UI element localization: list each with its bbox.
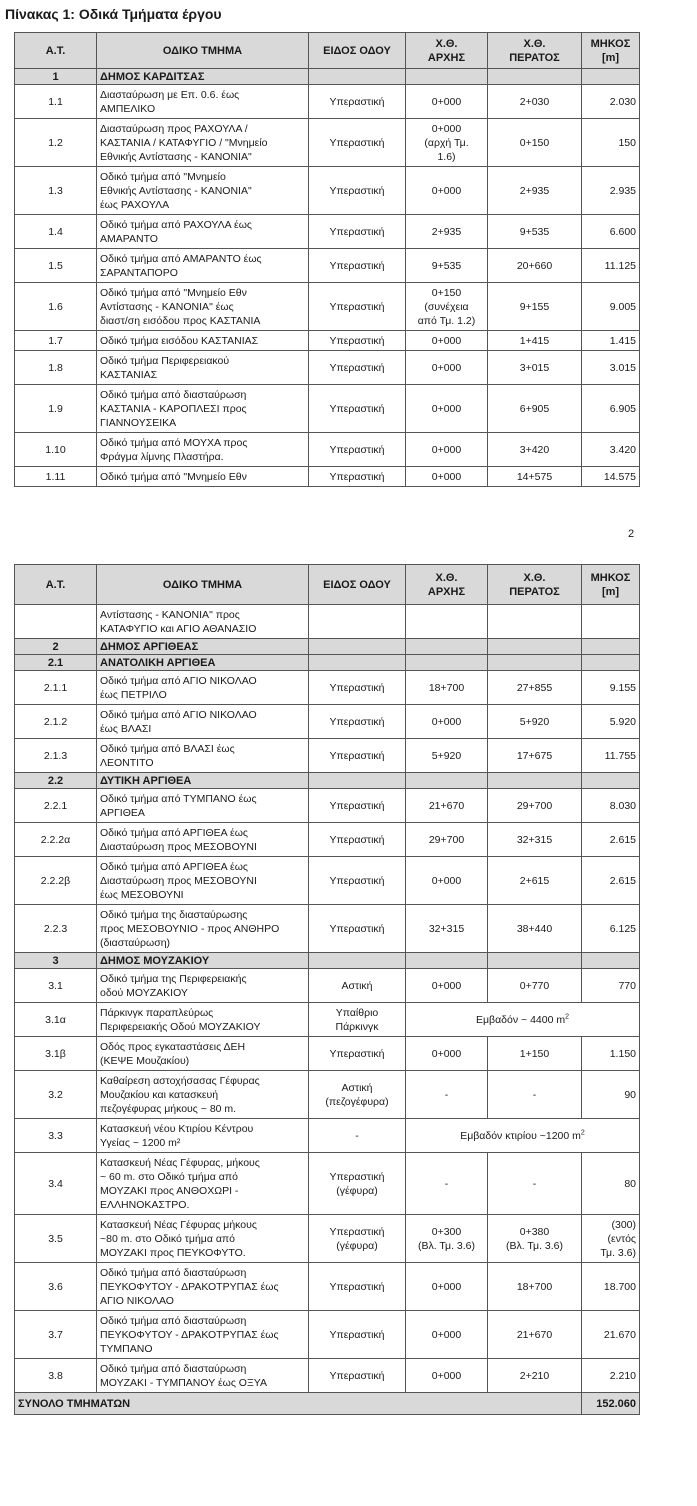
- row-end-chainage: 5+920: [488, 705, 582, 739]
- row-length: 2.030: [582, 85, 640, 119]
- row-length: 90: [582, 1071, 640, 1119]
- section-title: ΔΗΜΟΣ ΑΡΓΙΘΕΑΣ: [97, 639, 309, 655]
- row-road-type: Αστική (πεζογέφυρα): [309, 1071, 406, 1119]
- row-number: 2.2.1: [15, 789, 97, 823]
- row-description: Διασταύρωση με Επ. 0.6. έως ΑΜΠΕΛΙΚΟ: [97, 85, 309, 119]
- row-length: 9.005: [582, 283, 640, 331]
- row-description: Οδικό τμήμα εισόδου ΚΑΣΤΑΝΙΑΣ: [97, 331, 309, 351]
- empty-cell: [406, 953, 488, 969]
- row-number: 1.4: [15, 215, 97, 249]
- row-length: 150: [582, 119, 640, 167]
- row-road-type: Υπεραστική: [309, 351, 406, 385]
- section-header-row: [15, 639, 640, 655]
- table-row: [15, 1311, 640, 1359]
- row-description: Οδικό τμήμα από ΒΛΑΣΙ έως ΛΕΟΝΤΙΤΟ: [97, 739, 309, 773]
- row-number: 1.2: [15, 119, 97, 167]
- row-description: Καθαίρεση αστοχήσασας Γέφυρας Μουζακίου και κατασκευή πεζογέφυρας μήκους ~ 80 m.: [97, 1071, 309, 1119]
- empty-cell: [582, 69, 640, 85]
- table-row: [15, 119, 640, 167]
- table-row: [15, 1037, 640, 1071]
- row-start-chainage: 0+000: [406, 1311, 488, 1359]
- row-length: 2.935: [582, 167, 640, 215]
- row-length: 14.575: [582, 467, 640, 487]
- row-end-chainage: 1+150: [488, 1037, 582, 1071]
- row-road-type: Υπεραστική: [309, 1311, 406, 1359]
- row-description: Οδικό τμήμα από ΡΑΧΟΥΛΑ έως ΑΜΑΡΑΝΤΟ: [97, 215, 309, 249]
- row-number: 3.7: [15, 1311, 97, 1359]
- row-start-chainage: 0+000: [406, 467, 488, 487]
- row-start-chainage: 0+000: [406, 857, 488, 905]
- row-road-type: Υπεραστική: [309, 823, 406, 857]
- row-number: 2.2.3: [15, 905, 97, 953]
- row-road-type: Υπαίθριο Πάρκινγκ: [309, 1003, 406, 1037]
- row-number: 2.1.2: [15, 705, 97, 739]
- row-road-type: Υπεραστική: [309, 167, 406, 215]
- table-row: [15, 671, 640, 705]
- row-length: 6.600: [582, 215, 640, 249]
- section-number: 2.1: [15, 655, 97, 671]
- row-start-chainage: 29+700: [406, 823, 488, 857]
- row-number: 3.1: [15, 969, 97, 1003]
- row-end-chainage: 38+440: [488, 905, 582, 953]
- row-road-type: Υπεραστική: [309, 331, 406, 351]
- row-description: Κατασκευή Νέας Γέφυρας, μήκους ~ 60 m. στο Οδικό τμήμα από ΜΟΥΖΑΚΙ προς ΑΝΘΟΧΩΡΙ - ΕΛΛΗΝΟΚΑΣΤΡΟ.: [97, 1153, 309, 1215]
- empty-cell: [582, 655, 640, 671]
- empty-cell: [488, 639, 582, 655]
- row-start-chainage: 2+935: [406, 215, 488, 249]
- row-road-type: Υπεραστική: [309, 433, 406, 467]
- row-description: Αντίστασης - ΚΑΝΟΝΙΑ" προς ΚΑΤΑΦΥΓΙΟ και ΑΓΙΟ ΑΘΑΝΑΣΙΟ: [97, 605, 309, 639]
- row-start-chainage: [406, 605, 488, 639]
- table-row: [15, 1215, 640, 1263]
- row-description: Οδικό τμήμα από ΑΓΙΟ ΝΙΚΟΛΑΟ έως ΠΕΤΡΙΛΟ: [97, 671, 309, 705]
- row-length: (300) (εντός Τμ. 3.6): [582, 1215, 640, 1263]
- row-length: 18.700: [582, 1263, 640, 1311]
- page-number: 2: [628, 528, 635, 540]
- row-number: 1.10: [15, 433, 97, 467]
- row-start-chainage: 0+000: [406, 705, 488, 739]
- row-description: Κατασκευή Νέας Γέφυρας μήκους ~80 m. στο Οδικό τμήμα από ΜΟΥΖΑΚΙ προς ΠΕΥΚΟΦΥΤΟ.: [97, 1215, 309, 1263]
- row-description: Οδικό τμήμα από "Μνημείο Εθν Αντίστασης - ΚΑΝΟΝΙΑ" έως διαστ/ση εισόδου προς ΚΑΣΤΑΝΙΑ: [97, 283, 309, 331]
- row-end-chainage: 1+415: [488, 331, 582, 351]
- row-start-chainage: 18+700: [406, 671, 488, 705]
- row-start-chainage: 0+150 (συνέχεια από Τμ. 1.2): [406, 283, 488, 331]
- row-end-chainage: 21+670: [488, 1311, 582, 1359]
- row-end-chainage: 3+015: [488, 351, 582, 385]
- row-number: 2.1.1: [15, 671, 97, 705]
- table-caption: Πίνακας 1: Οδικά Τμήματα έργου: [5, 6, 222, 22]
- row-description: Οδικό τμήμα από ΑΓΙΟ ΝΙΚΟΛΑΟ έως ΒΛΑΣΙ: [97, 705, 309, 739]
- section-title: ΔΗΜΟΣ ΚΑΡΔΙΤΣΑΣ: [97, 69, 309, 85]
- row-length: 21.670: [582, 1311, 640, 1359]
- table-row: [15, 1003, 640, 1037]
- table-row: [15, 789, 640, 823]
- empty-cell: [582, 773, 640, 789]
- total-label: ΣΥΝΟΛΟ ΤΜΗΜΑΤΩΝ: [15, 1393, 582, 1415]
- row-number: 1.5: [15, 249, 97, 283]
- row-start-chainage: 0+000: [406, 385, 488, 433]
- row-length: 770: [582, 969, 640, 1003]
- header-road-type: ΕΙΔΟΣ ΟΔΟΥ: [309, 565, 406, 605]
- table-row: [15, 857, 640, 905]
- row-length: 6.905: [582, 385, 640, 433]
- row-number: 3.8: [15, 1359, 97, 1393]
- row-number: [15, 605, 97, 639]
- table-row: [15, 739, 640, 773]
- row-number: 1.6: [15, 283, 97, 331]
- row-number: 3.6: [15, 1263, 97, 1311]
- table-row: [15, 823, 640, 857]
- row-start-chainage: 0+000: [406, 433, 488, 467]
- row-start-chainage: 32+315: [406, 905, 488, 953]
- row-road-type: Αστική: [309, 969, 406, 1003]
- row-description: Οδικό τμήμα από "Μνημείο Εθν: [97, 467, 309, 487]
- row-start-chainage: 0+000: [406, 331, 488, 351]
- road-sections-table-part2: [14, 564, 640, 1415]
- row-start-chainage: 0+000: [406, 167, 488, 215]
- row-start-chainage: 5+920: [406, 739, 488, 773]
- row-number: 3.1α: [15, 1003, 97, 1037]
- row-number: 2.2.2α: [15, 823, 97, 857]
- header-section: ΟΔΙΚΟ ΤΜΗΜΑ: [97, 565, 309, 605]
- header-length: ΜΗΚΟΣ [m]: [582, 565, 640, 605]
- road-sections-table-part1: [14, 32, 640, 487]
- row-number: 3.4: [15, 1153, 97, 1215]
- total-value: 152.060: [582, 1393, 640, 1415]
- row-description: Οδικό τμήμα από διασταύρωση ΜΟΥΖΑΚΙ - ΤΥΜΠΑΝΟΥ έως ΟΞΥΑ: [97, 1359, 309, 1393]
- row-road-type: Υπεραστική (γέφυρα): [309, 1153, 406, 1215]
- row-area: Εμβαδόν ~ 4400 $m^2$: [406, 1003, 640, 1037]
- table-row: [15, 905, 640, 953]
- row-road-type: Υπεραστική: [309, 385, 406, 433]
- table-row: [15, 85, 640, 119]
- section-header-row: [15, 773, 640, 789]
- header-end: Χ.Θ. ΠΕΡΑΤΟΣ: [488, 565, 582, 605]
- section-header-row: [15, 953, 640, 969]
- row-description: Οδικό τμήμα από διασταύρωση ΚΑΣΤΑΝΙΑ - ΚΑΡΟΠΛΕΣΙ προς ΓΙΑΝΝΟΥΣΕΙΚΑ: [97, 385, 309, 433]
- row-description: Οδικό τμήμα της Περιφερειακής οδού ΜΟΥΖΑΚΙΟΥ: [97, 969, 309, 1003]
- row-end-chainage: -: [488, 1071, 582, 1119]
- row-length: 2.210: [582, 1359, 640, 1393]
- section-header-row: [15, 655, 640, 671]
- row-number: 3.3: [15, 1119, 97, 1153]
- section-number: 3: [15, 953, 97, 969]
- row-road-type: Υπεραστική: [309, 119, 406, 167]
- row-description: Οδικό τμήμα της διασταύρωσης προς ΜΕΣΟΒΟΥΝΙΟ - προς ΑΝΘΗΡΟ (διασταύρωση): [97, 905, 309, 953]
- row-length: 3.420: [582, 433, 640, 467]
- row-end-chainage: 0+380 (Βλ. Τμ. 3.6): [488, 1215, 582, 1263]
- table-row: [15, 249, 640, 283]
- header-start: Χ.Θ. ΑΡΧΗΣ: [406, 33, 488, 69]
- table-row: [15, 351, 640, 385]
- row-number: 2.1.3: [15, 739, 97, 773]
- row-start-chainage: 9+535: [406, 249, 488, 283]
- row-length: 80: [582, 1153, 640, 1215]
- row-end-chainage: 0+150: [488, 119, 582, 167]
- row-description: Οδικό τμήμα από ΜΟΥΧΑ προς Φράγμα λίμνης Πλαστήρα.: [97, 433, 309, 467]
- row-description: Οδικό τμήμα από ΑΡΓΙΘΕΑ έως Διασταύρωση προς ΜΕΣΟΒΟΥΝΙ: [97, 823, 309, 857]
- empty-cell: [488, 773, 582, 789]
- table-row: [15, 705, 640, 739]
- row-length: 11.125: [582, 249, 640, 283]
- row-number: 1.3: [15, 167, 97, 215]
- empty-cell: [488, 953, 582, 969]
- row-description: Οδικό τμήμα από ΤΥΜΠΑΝΟ έως ΑΡΓΙΘΕΑ: [97, 789, 309, 823]
- row-road-type: -: [309, 1119, 406, 1153]
- row-description: Οδικό τμήμα από ΑΡΓΙΘΕΑ έως Διασταύρωση προς ΜΕΣΟΒΟΥΝΙ έως ΜΕΣΟΒΟΥΝΙ: [97, 857, 309, 905]
- row-start-chainage: 0+000: [406, 969, 488, 1003]
- row-end-chainage: [488, 605, 582, 639]
- row-start-chainage: 0+000 (αρχή Τμ. 1.6): [406, 119, 488, 167]
- row-end-chainage: 9+535: [488, 215, 582, 249]
- row-start-chainage: -: [406, 1071, 488, 1119]
- row-end-chainage: 9+155: [488, 283, 582, 331]
- table-row: [15, 605, 640, 639]
- row-number: 3.1β: [15, 1037, 97, 1071]
- row-length: 1.415: [582, 331, 640, 351]
- row-end-chainage: 29+700: [488, 789, 582, 823]
- row-road-type: Υπεραστική: [309, 467, 406, 487]
- row-start-chainage: 0+000: [406, 351, 488, 385]
- row-road-type: Υπεραστική: [309, 1263, 406, 1311]
- table-row: [15, 331, 640, 351]
- empty-cell: [309, 953, 406, 969]
- row-start-chainage: 0+000: [406, 85, 488, 119]
- row-number: 3.2: [15, 1071, 97, 1119]
- header-road-type: ΕΙΔΟΣ ΟΔΟΥ: [309, 33, 406, 69]
- row-start-chainage: -: [406, 1153, 488, 1215]
- header-section: ΟΔΙΚΟ ΤΜΗΜΑ: [97, 33, 309, 69]
- row-number: 3.5: [15, 1215, 97, 1263]
- row-length: 3.015: [582, 351, 640, 385]
- row-description: Οδικό τμήμα από "Μνημείο Εθνικής Αντίστασης - ΚΑΝΟΝΙΑ" έως ΡΑΧΟΥΛΑ: [97, 167, 309, 215]
- empty-cell: [488, 69, 582, 85]
- row-end-chainage: 27+855: [488, 671, 582, 705]
- header-start: Χ.Θ. ΑΡΧΗΣ: [406, 565, 488, 605]
- row-length: [582, 605, 640, 639]
- header-end: Χ.Θ. ΠΕΡΑΤΟΣ: [488, 33, 582, 69]
- table-row: [15, 969, 640, 1003]
- row-number: 1.7: [15, 331, 97, 351]
- row-end-chainage: 2+210: [488, 1359, 582, 1393]
- table-row: [15, 467, 640, 487]
- row-road-type: Υπεραστική: [309, 1037, 406, 1071]
- empty-cell: [406, 639, 488, 655]
- table-row: [15, 1359, 640, 1393]
- row-end-chainage: 17+675: [488, 739, 582, 773]
- section-number: 1: [15, 69, 97, 85]
- empty-cell: [309, 773, 406, 789]
- section-number: 2: [15, 639, 97, 655]
- row-start-chainage: 0+300 (Βλ. Τμ. 3.6): [406, 1215, 488, 1263]
- table-row: [15, 1153, 640, 1215]
- section-title: ΑΝΑΤΟΛΙΚΗ ΑΡΓΙΘΕΑ: [97, 655, 309, 671]
- section-number: 2.2: [15, 773, 97, 789]
- table-row: [15, 167, 640, 215]
- row-number: 1.8: [15, 351, 97, 385]
- empty-cell: [309, 69, 406, 85]
- row-road-type: Υπεραστική: [309, 905, 406, 953]
- row-length: 2.615: [582, 823, 640, 857]
- row-road-type: Υπεραστική: [309, 789, 406, 823]
- table-row: [15, 385, 640, 433]
- row-description: Πάρκινγκ παραπλεύρως Περιφερειακής Οδού ΜΟΥΖΑΚΙΟΥ: [97, 1003, 309, 1037]
- row-road-type: Υπεραστική: [309, 283, 406, 331]
- row-end-chainage: -: [488, 1153, 582, 1215]
- row-length: 2.615: [582, 857, 640, 905]
- section-title: ΔΥΤΙΚΗ ΑΡΓΙΘΕΑ: [97, 773, 309, 789]
- row-description: Οδικό τμήμα Περιφερειακού ΚΑΣΤΑΝΙΑΣ: [97, 351, 309, 385]
- row-end-chainage: 14+575: [488, 467, 582, 487]
- table-row: [15, 283, 640, 331]
- row-description: Κατασκευή νέου Κτιρίου Κέντρου Υγείας ~ 1200 m²: [97, 1119, 309, 1153]
- row-length: 6.125: [582, 905, 640, 953]
- row-road-type: Υπεραστική: [309, 249, 406, 283]
- row-number: 1.11: [15, 467, 97, 487]
- section-title: ΔΗΜΟΣ ΜΟΥΖΑΚΙΟΥ: [97, 953, 309, 969]
- row-description: Οδικό τμήμα από ΑΜΑΡΑΝΤΟ έως ΣΑΡΑΝΤΑΠΟΡΟ: [97, 249, 309, 283]
- total-row: [15, 1393, 640, 1415]
- row-number: 1.9: [15, 385, 97, 433]
- row-description: Οδικό τμήμα από διασταύρωση ΠΕΥΚΟΦΥΤΟΥ - ΔΡΑΚΟΤΡΥΠΑΣ έως ΑΓΙΟ ΝΙΚΟΛΑΟ: [97, 1263, 309, 1311]
- row-length: 1.150: [582, 1037, 640, 1071]
- row-end-chainage: 32+315: [488, 823, 582, 857]
- header-at: Α.Τ.: [15, 565, 97, 605]
- row-road-type: Υπεραστική: [309, 705, 406, 739]
- row-length: 5.920: [582, 705, 640, 739]
- row-description: Διασταύρωση προς ΡΑΧΟΥΛΑ / ΚΑΣΤΑΝΙΑ / ΚΑΤΑΦΥΓΙΟ / "Μνημείο Εθνικής Αντίστασης - ΚΑΝΟΝΙΑ": [97, 119, 309, 167]
- table-row: [15, 215, 640, 249]
- row-description: Οδικό τμήμα από διασταύρωση ΠΕΥΚΟΦΥΤΟΥ - ΔΡΑΚΟΤΡΥΠΑΣ έως ΤΥΜΠΑΝΟ: [97, 1311, 309, 1359]
- row-end-chainage: 6+905: [488, 385, 582, 433]
- section-header-row: [15, 69, 640, 85]
- table-row: [15, 1263, 640, 1311]
- table-row: [15, 1071, 640, 1119]
- row-road-type: Υπεραστική: [309, 857, 406, 905]
- row-road-type: Υπεραστική (γέφυρα): [309, 1215, 406, 1263]
- empty-cell: [582, 953, 640, 969]
- row-description: Οδός προς εγκαταστάσεις ΔΕΗ (ΚΕΨΕ Μουζακίου): [97, 1037, 309, 1071]
- table-row: [15, 1119, 640, 1153]
- row-number: 1.1: [15, 85, 97, 119]
- header-at: Α.Τ.: [15, 33, 97, 69]
- row-road-type: Υπεραστική: [309, 1359, 406, 1393]
- row-road-type: Υπεραστική: [309, 739, 406, 773]
- row-end-chainage: 3+420: [488, 433, 582, 467]
- empty-cell: [309, 655, 406, 671]
- empty-cell: [582, 639, 640, 655]
- row-length: 8.030: [582, 789, 640, 823]
- row-start-chainage: 0+000: [406, 1359, 488, 1393]
- empty-cell: [406, 69, 488, 85]
- row-road-type: Υπεραστική: [309, 215, 406, 249]
- row-number: 2.2.2β: [15, 857, 97, 905]
- table-row: [15, 433, 640, 467]
- header-length: ΜΗΚΟΣ [m]: [582, 33, 640, 69]
- empty-cell: [309, 639, 406, 655]
- row-area: Εμβαδόν κτιρίου ~1200 $m^2$: [406, 1119, 640, 1153]
- row-length: 11.755: [582, 739, 640, 773]
- row-start-chainage: 21+670: [406, 789, 488, 823]
- row-end-chainage: 2+615: [488, 857, 582, 905]
- empty-cell: [406, 773, 488, 789]
- row-road-type: [309, 605, 406, 639]
- row-end-chainage: 2+030: [488, 85, 582, 119]
- row-length: 9.155: [582, 671, 640, 705]
- row-end-chainage: 0+770: [488, 969, 582, 1003]
- row-road-type: Υπεραστική: [309, 671, 406, 705]
- empty-cell: [406, 655, 488, 671]
- row-start-chainage: 0+000: [406, 1263, 488, 1311]
- row-end-chainage: 18+700: [488, 1263, 582, 1311]
- row-end-chainage: 2+935: [488, 167, 582, 215]
- row-start-chainage: 0+000: [406, 1037, 488, 1071]
- empty-cell: [488, 655, 582, 671]
- row-road-type: Υπεραστική: [309, 85, 406, 119]
- row-end-chainage: 20+660: [488, 249, 582, 283]
